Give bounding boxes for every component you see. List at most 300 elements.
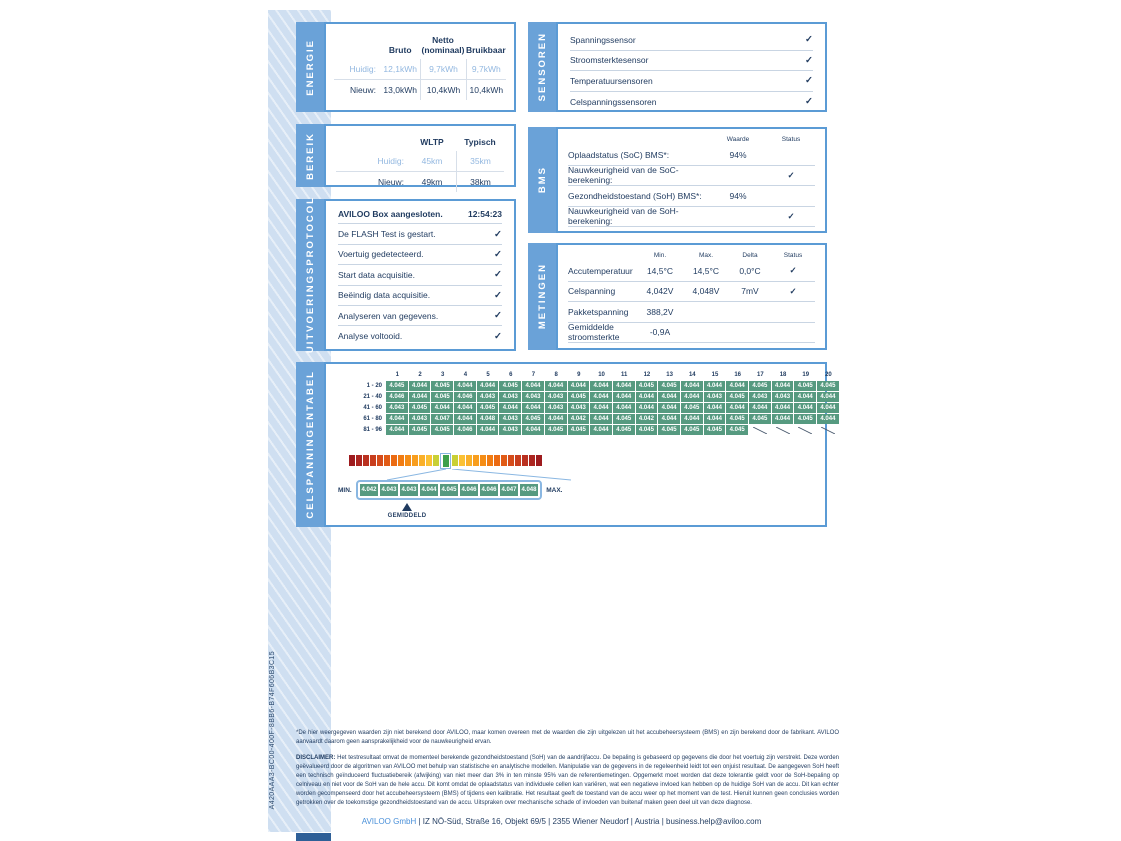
cell-voltage-value: 4.046: [454, 392, 476, 402]
energie-label-bar: [296, 22, 324, 112]
cell-empty-slash: [749, 425, 771, 435]
meting-min: -0,9A: [637, 323, 683, 344]
bms-row-label: Nauwkeurigheid van de SoC-berekening:: [568, 166, 709, 187]
gradient-segment: [487, 455, 493, 466]
cell-empty-slash: [794, 425, 816, 435]
bereik-value: 49km: [408, 171, 456, 192]
cell-voltage-value: 4.044: [794, 403, 816, 413]
cell-voltage-value: 4.045: [409, 403, 431, 413]
gradient-segment: [522, 455, 528, 466]
protocol-header-row: [338, 204, 502, 224]
cell-voltage-value: 4.045: [726, 425, 748, 435]
check-icon: ✓: [494, 248, 502, 260]
bms-row-label: Gezondheidstoestand (SoH) BMS*:: [568, 186, 709, 207]
cell-voltage-value: 4.043: [749, 392, 771, 402]
disclaimer-text: Het testresultaat omvat de momenteel berekende gezondheidstoestand (SoH) van de aandrijfaccu. De bepaling is gebaseerd op gegevens die door het voertuig zijn verstrekt. Deze worden geëvalueerd door de algoritmen van AVILOO met behulp van statistische en analytische modellen. Manipulatie van de gegevens in de regeleenheid leidt tot een onjuist resultaat. De aangegeven SoH heeft een technisch geïnduceerd fluctuatiebereik (afwijking) van niet meer dan 3% in ten minste 95% van de referentiemetingen. Opgemerkt moet worden dat deze tolerantie geldt voor de SoH-bepaling op celniveau en niet voor de SoH van de hele accu. Dit komt omdat de oplaadstatus van individuele cellen kan variëren, wat een negatieve invloed kan hebben op de huidige SoH van de accu. Dit kan echter worden gecompenseerd door het accubeheersysteem (BMS) of tijdens een kalibratie. Het resultaat geeft de toestand van de accu weer op het moment van de test. Hieruit kunnen geen conclusies worden getrokken over de toekomstige gezondheidstoestand van de accu. Uitspraken over mechanische schade of invloeden van buitenaf maken geen deel uit van deze diagnose.: [296, 755, 839, 806]
meting-delta: 0,0°C: [729, 261, 771, 282]
meting-label: Celspanning: [568, 282, 637, 303]
energie-value: 9,7kWh: [420, 59, 465, 79]
cell-voltage-value: 4.045: [681, 403, 703, 413]
energie-header-bruikbaar: Bruikbaar: [465, 45, 506, 55]
gradient-segment: [377, 455, 383, 466]
meting-status: ✓: [771, 261, 815, 282]
metingen-label: METINGEN: [536, 263, 548, 330]
cell-voltage-value: 4.045: [431, 425, 453, 435]
cell-column-header: 17: [757, 372, 764, 378]
cell-row-label: 21 - 40: [363, 394, 382, 400]
min-label: MIN.: [338, 486, 352, 494]
energie-value: 10,4kWh: [420, 79, 465, 100]
celtabel-box: [324, 362, 836, 527]
average-marker: [374, 503, 440, 519]
gradient-segment: [419, 455, 425, 466]
gradient-segment: [391, 455, 397, 466]
sensor-row: [570, 71, 813, 92]
gradient-segment: [384, 455, 390, 466]
cell-row-label: 41 - 60: [363, 405, 382, 411]
bereik-header-typisch: Typisch: [464, 137, 496, 147]
gradient-segment: [363, 455, 369, 466]
cell-voltage-value: 4.044: [636, 392, 658, 402]
cell-voltage-value: 4.044: [817, 403, 839, 413]
cell-column-headers: [386, 372, 840, 378]
footer-company: AVILOO GmbH: [361, 817, 417, 826]
gradient-highlight-box: [440, 453, 451, 469]
bms-waarde-value: 94%: [709, 186, 767, 207]
cell-voltage-value: 4.044: [613, 392, 635, 402]
meting-min: 14,5°C: [637, 261, 683, 282]
energie-value: 10,4kWh: [466, 79, 506, 100]
cell-voltage-row: [342, 381, 840, 391]
bms-header-row: [568, 132, 815, 145]
energie-box: [324, 22, 516, 112]
cell-voltage-value: 4.044: [454, 414, 476, 424]
cell-column-header: 10: [598, 372, 605, 378]
cell-row-label: 81 - 96: [363, 427, 382, 433]
cell-voltage-value: 4.044: [477, 381, 499, 391]
bms-rows: [568, 145, 815, 227]
voltage-gradient-bar: [349, 452, 543, 469]
max-label: MAX.: [546, 486, 563, 494]
minmax-value: 4.042: [360, 484, 379, 496]
check-icon: ✓: [494, 310, 502, 322]
protocol-row: [338, 265, 502, 285]
gradient-segment: [494, 455, 500, 466]
meting-max: 14,5°C: [683, 261, 729, 282]
cell-voltage-value: 4.044: [568, 381, 590, 391]
cell-voltage-value: 4.044: [386, 414, 408, 424]
gradient-segment: [426, 455, 432, 466]
cell-voltage-value: 4.045: [568, 392, 590, 402]
cell-voltage-value: 4.045: [522, 414, 544, 424]
minmax-value: 4.046: [480, 484, 499, 496]
cell-voltage-value: 4.045: [568, 425, 590, 435]
energie-label: ENERGIE: [304, 38, 316, 96]
sensor-row: [570, 51, 813, 72]
metingen-header-status: Status: [783, 252, 803, 259]
cell-voltage-value: 4.044: [545, 381, 567, 391]
sensor-label: Celspanningssensoren: [570, 96, 657, 107]
bereik-row-label: Nieuw:: [336, 171, 408, 192]
cell-voltage-value: 4.044: [681, 381, 703, 391]
cell-voltage-value: 4.045: [431, 381, 453, 391]
cell-voltage-value: 4.045: [726, 392, 748, 402]
cell-voltage-value: 4.044: [817, 414, 839, 424]
gradient-segment: [466, 455, 472, 466]
minmax-value: 4.043: [380, 484, 399, 496]
bms-box: [556, 127, 827, 233]
bms-status-value: [767, 186, 815, 207]
bms-waarde-value: [709, 207, 767, 228]
minmax-value: 4.048: [520, 484, 539, 496]
cell-voltage-value: 4.043: [545, 403, 567, 413]
section-energie: [296, 22, 516, 112]
cell-empty-slash: [772, 425, 794, 435]
cell-voltage-value: 4.045: [545, 425, 567, 435]
metingen-header-delta: Delta: [742, 252, 758, 259]
cell-voltage-value: 4.044: [545, 414, 567, 424]
section-bms: [528, 127, 827, 233]
bms-header-status: Status: [781, 136, 801, 143]
bms-row-label: Oplaadstatus (SoC) BMS*:: [568, 145, 709, 166]
strip-footer-block: [296, 833, 331, 841]
section-uitvoeringsprotocol: [296, 196, 516, 354]
minmax-value: 4.047: [500, 484, 519, 496]
cell-voltage-value: 4.042: [636, 414, 658, 424]
cell-voltage-value: 4.044: [704, 381, 726, 391]
cell-column-header: 6: [509, 372, 513, 378]
gradient-segment: [515, 455, 521, 466]
check-icon: ✓: [805, 54, 813, 66]
energie-table: [326, 24, 514, 104]
protocol-row: [338, 286, 502, 306]
cell-column-header: 15: [711, 372, 719, 378]
cell-voltage-value: 4.045: [386, 381, 408, 391]
cell-column-header: 9: [577, 372, 581, 378]
cell-voltage-value: 4.044: [590, 403, 612, 413]
cell-voltage-value: 4.045: [477, 403, 499, 413]
energie-value: 13,0kWh: [380, 79, 420, 100]
bms-status-value: ✓: [767, 207, 815, 228]
cell-voltage-value: 4.043: [386, 403, 408, 413]
cell-voltage-value: 4.044: [726, 403, 748, 413]
gradient-segment: [443, 455, 449, 467]
cell-voltage-value: 4.044: [522, 381, 544, 391]
cell-empty-slash: [817, 425, 839, 435]
cell-voltage-value: 4.045: [658, 425, 680, 435]
check-icon: ✓: [805, 34, 813, 46]
gradient-segment: [405, 455, 411, 466]
bms-row-label: Nauwkeurigheid van de SoH-berekening:: [568, 207, 709, 228]
cell-voltage-value: 4.045: [658, 381, 680, 391]
meting-label: Gemiddelde stroomsterkte: [568, 323, 637, 344]
bereik-label: BEREIK: [304, 131, 316, 180]
cell-voltage-row: [342, 425, 840, 435]
meting-status: [771, 323, 815, 344]
cell-voltage-value: 4.044: [681, 392, 703, 402]
disclaimer: [296, 754, 839, 808]
section-metingen: [528, 243, 827, 350]
cell-voltage-value: 4.045: [749, 414, 771, 424]
cell-row-label: 1 - 20: [366, 383, 382, 389]
minmax-value: 4.045: [440, 484, 459, 496]
cell-voltage-value: 4.043: [499, 392, 521, 402]
protocol-row: [338, 306, 502, 326]
minmax-value: 4.044: [420, 484, 439, 496]
protocol-row: [338, 326, 502, 345]
energie-value: 9,7kWh: [466, 59, 506, 79]
meting-max: [683, 302, 729, 323]
protocol-step-label: Analyse voltooid.: [338, 331, 403, 342]
metingen-header-row: [568, 248, 815, 261]
cell-voltage-value: 4.044: [522, 425, 544, 435]
cell-voltage-value: 4.044: [772, 381, 794, 391]
cell-voltage-value: 4.044: [772, 414, 794, 424]
cell-voltage-value: 4.044: [590, 392, 612, 402]
cell-voltage-value: 4.044: [409, 392, 431, 402]
cell-voltage-value: 4.045: [794, 414, 816, 424]
gradient-segment: [433, 455, 439, 466]
cell-voltage-value: 4.044: [431, 403, 453, 413]
cell-column-header: 14: [688, 372, 696, 378]
check-icon: ✓: [494, 269, 502, 281]
cell-voltage-value: 4.044: [658, 403, 680, 413]
protocol-label-bar: [296, 196, 324, 354]
cell-voltage-row: [342, 414, 840, 424]
cell-voltage-value: 4.044: [726, 381, 748, 391]
energie-row-label: Nieuw:: [334, 79, 380, 100]
protocol-step-label: De FLASH Test is gestart.: [338, 229, 436, 240]
cell-column-header: 1: [395, 372, 400, 378]
meting-label: Accutemperatuur: [568, 261, 637, 282]
cell-voltage-value: 4.044: [522, 403, 544, 413]
protocol-box: [324, 199, 516, 351]
cell-voltage-value: 4.044: [658, 414, 680, 424]
cell-voltage-value: 4.044: [636, 403, 658, 413]
gradient-segment: [398, 455, 404, 466]
cell-voltage-value: 4.043: [499, 425, 521, 435]
cell-column-header: 19: [802, 372, 810, 378]
bereik-row-label: Huidig:: [377, 156, 404, 166]
cell-voltage-value: 4.044: [704, 414, 726, 424]
cell-voltage-value: 4.044: [454, 403, 476, 413]
cell-voltage-value: 4.043: [704, 392, 726, 402]
gradient-segment: [529, 455, 535, 466]
section-bereik: [296, 124, 516, 187]
gradient-segment: [356, 455, 362, 466]
meting-min: 4,042V: [637, 282, 683, 303]
celtabel-label: CELSPANNINGENTABEL: [304, 370, 316, 519]
minmax-value: 4.046: [460, 484, 479, 496]
cell-voltage-value: 4.043: [409, 414, 431, 424]
cell-column-header: 3: [441, 372, 445, 378]
cell-voltage-value: 4.045: [817, 381, 839, 391]
meting-status: [771, 302, 815, 323]
cell-column-header: 13: [666, 372, 673, 378]
check-icon: ✓: [494, 228, 502, 240]
cell-voltage-value: 4.044: [613, 403, 635, 413]
cell-voltage-value: 4.043: [772, 392, 794, 402]
bms-status-value: [767, 145, 815, 166]
check-icon: ✓: [805, 96, 813, 108]
gradient-segment: [501, 455, 507, 466]
meting-label: Pakketspanning: [568, 302, 637, 323]
cell-column-header: 18: [779, 372, 787, 378]
cell-voltage-value: 4.047: [431, 414, 453, 424]
meting-min: 388,2V: [637, 302, 683, 323]
bms-footnote: *De hier weergegeven waarden zijn niet berekend door AVILOO, maar komen overeen met de waarden die zijn uitgelezen uit het accubeheersysteem (BMS) en zijn berekend door de fabrikant. AVILOO aanvaardt daarom geen aansprakelijkheid voor de nauwkeurigheid ervan.: [296, 730, 839, 745]
cell-voltage-value: 4.044: [590, 425, 612, 435]
check-icon: ✓: [494, 289, 502, 301]
cell-voltage-value: 4.044: [590, 381, 612, 391]
bms-header-waarde: Waarde: [726, 136, 750, 143]
cell-voltage-value: 4.044: [386, 425, 408, 435]
gradient-segment: [459, 455, 465, 466]
cell-row-label: 61 - 80: [363, 416, 382, 422]
gradient-segment: [412, 455, 418, 466]
cell-voltage-value: 4.045: [431, 392, 453, 402]
cell-voltage-value: 4.046: [386, 392, 408, 402]
cell-voltage-value: 4.044: [704, 403, 726, 413]
celtabel-label-bar: [296, 362, 324, 527]
cell-voltage-value: 4.044: [658, 392, 680, 402]
cell-voltage-row: [342, 392, 840, 402]
protocol-label: UITVOERINGSPROTOCOL: [304, 196, 316, 354]
energie-header-bruto: Bruto: [388, 45, 412, 55]
meting-delta: [729, 323, 771, 344]
cell-voltage-value: 4.045: [409, 425, 431, 435]
metingen-rows: [568, 261, 815, 343]
cell-voltage-value: 4.043: [568, 403, 590, 413]
bereik-header-wltp: WLTP: [420, 137, 444, 147]
sensor-row: [570, 30, 813, 51]
cell-column-header: 11: [621, 372, 628, 378]
cell-voltage-value: 4.045: [726, 414, 748, 424]
section-sensoren: [528, 22, 827, 112]
protocol-row: [338, 224, 502, 244]
cell-voltage-value: 4.045: [681, 425, 703, 435]
sensor-label: Temperatuursensoren: [570, 75, 653, 86]
cell-column-header: 20: [825, 372, 832, 378]
bms-waarde-value: 94%: [709, 145, 767, 166]
cell-voltage-value: 4.045: [636, 381, 658, 391]
sensoren-list: [558, 24, 825, 111]
gradient-segment: [349, 455, 355, 466]
cell-voltage-value: 4.044: [817, 392, 839, 402]
energie-value: 12,1kWh: [383, 64, 417, 74]
meting-max: [683, 323, 729, 344]
bereik-label-bar: [296, 124, 324, 187]
cell-voltage-value: 4.044: [772, 403, 794, 413]
cell-column-header: 5: [486, 372, 490, 378]
cell-voltage-value: 4.043: [545, 392, 567, 402]
meting-status: ✓: [771, 282, 815, 303]
meting-delta: 7mV: [729, 282, 771, 303]
footer-details: | IZ NÖ-Süd, Straße 16, Objekt 69/5 | 2355 Wiener Neudorf | Austria | business.help@aviloo.com: [416, 817, 762, 826]
energie-row-label: Huidig:: [349, 64, 376, 74]
protocol-list: [326, 201, 514, 346]
metingen-header-min: Min.: [653, 252, 667, 259]
gradient-segment: [508, 455, 514, 466]
cell-voltage-value: 4.044: [499, 403, 521, 413]
metingen-header-max: Max.: [698, 252, 714, 259]
section-celspanningentabel: [296, 362, 836, 527]
disclaimer-label: DISCLAIMER:: [296, 755, 336, 761]
meting-delta: [729, 302, 771, 323]
protocol-step-label: Beëindig data acquisitie.: [338, 290, 431, 301]
cell-voltage-value: 4.044: [794, 392, 816, 402]
protocol-row: [338, 245, 502, 265]
bereik-value: 45km: [421, 156, 443, 166]
cell-voltage-value: 4.045: [704, 425, 726, 435]
cell-voltage-value: 4.045: [613, 414, 635, 424]
cell-voltage-value: 4.045: [749, 381, 771, 391]
gradient-segment: [370, 455, 376, 466]
cell-voltage-value: 4.044: [409, 381, 431, 391]
protocol-step-label: Voertuig gedetecteerd.: [338, 249, 424, 260]
minmax-box: [356, 480, 543, 500]
gradient-segment: [536, 455, 542, 466]
protocol-step-label: Analyseren van gegevens.: [338, 310, 439, 321]
protocol-step-label: Start data acquisitie.: [338, 269, 416, 280]
sensoren-label-bar: [528, 22, 556, 112]
check-icon: ✓: [494, 330, 502, 342]
meting-max: 4,048V: [683, 282, 729, 303]
average-triangle-icon: [402, 503, 412, 511]
gradient-segment: [473, 455, 479, 466]
cell-voltage-value: 4.044: [590, 414, 612, 424]
cell-column-header: 16: [734, 372, 741, 378]
cell-voltage-value: 4.046: [454, 425, 476, 435]
cell-voltage-value: 4.045: [499, 381, 521, 391]
minmax-value: 4.043: [400, 484, 419, 496]
cell-voltage-value: 4.044: [749, 403, 771, 413]
sensor-label: Stroomsterktesensor: [570, 55, 649, 66]
cell-voltage-value: 4.042: [568, 414, 590, 424]
cell-voltage-value: 4.044: [477, 425, 499, 435]
bms-waarde-value: [709, 166, 767, 187]
sensoren-label: SENSOREN: [536, 32, 548, 102]
bms-label-bar: [528, 127, 556, 233]
cell-voltage-value: 4.043: [499, 414, 521, 424]
cell-voltage-grid: [342, 381, 840, 436]
bms-label: BMS: [536, 166, 548, 194]
bms-status-value: ✓: [767, 166, 815, 187]
report-id: A420AAA3-BC00-400F-8BB6-B74F606B3C15: [269, 651, 276, 810]
cell-column-header: 12: [643, 372, 651, 378]
cell-voltage-value: 4.044: [613, 381, 635, 391]
bereik-value: 38km: [456, 171, 504, 192]
gradient-segment: [480, 455, 486, 466]
gradient-segment: [452, 455, 458, 466]
check-icon: ✓: [805, 75, 813, 87]
cell-voltage-value: 4.043: [522, 392, 544, 402]
sensor-label: Spanningssensor: [570, 34, 636, 45]
cell-voltage-value: 4.044: [681, 414, 703, 424]
cell-voltage-value: 4.045: [794, 381, 816, 391]
energie-header-netto: Netto (nominaal): [421, 35, 465, 55]
cell-column-header: 7: [531, 372, 536, 378]
bereik-table: [326, 126, 514, 196]
cell-column-header: 4: [463, 372, 468, 378]
sensoren-box: [556, 22, 827, 112]
footer: [296, 817, 827, 826]
bereik-box: [324, 124, 516, 187]
cell-voltage-value: 4.045: [636, 425, 658, 435]
cell-voltage-value: 4.048: [477, 414, 499, 424]
cell-voltage-value: 4.043: [477, 392, 499, 402]
protocol-header-text: AVILOO Box aangesloten.: [338, 208, 443, 219]
